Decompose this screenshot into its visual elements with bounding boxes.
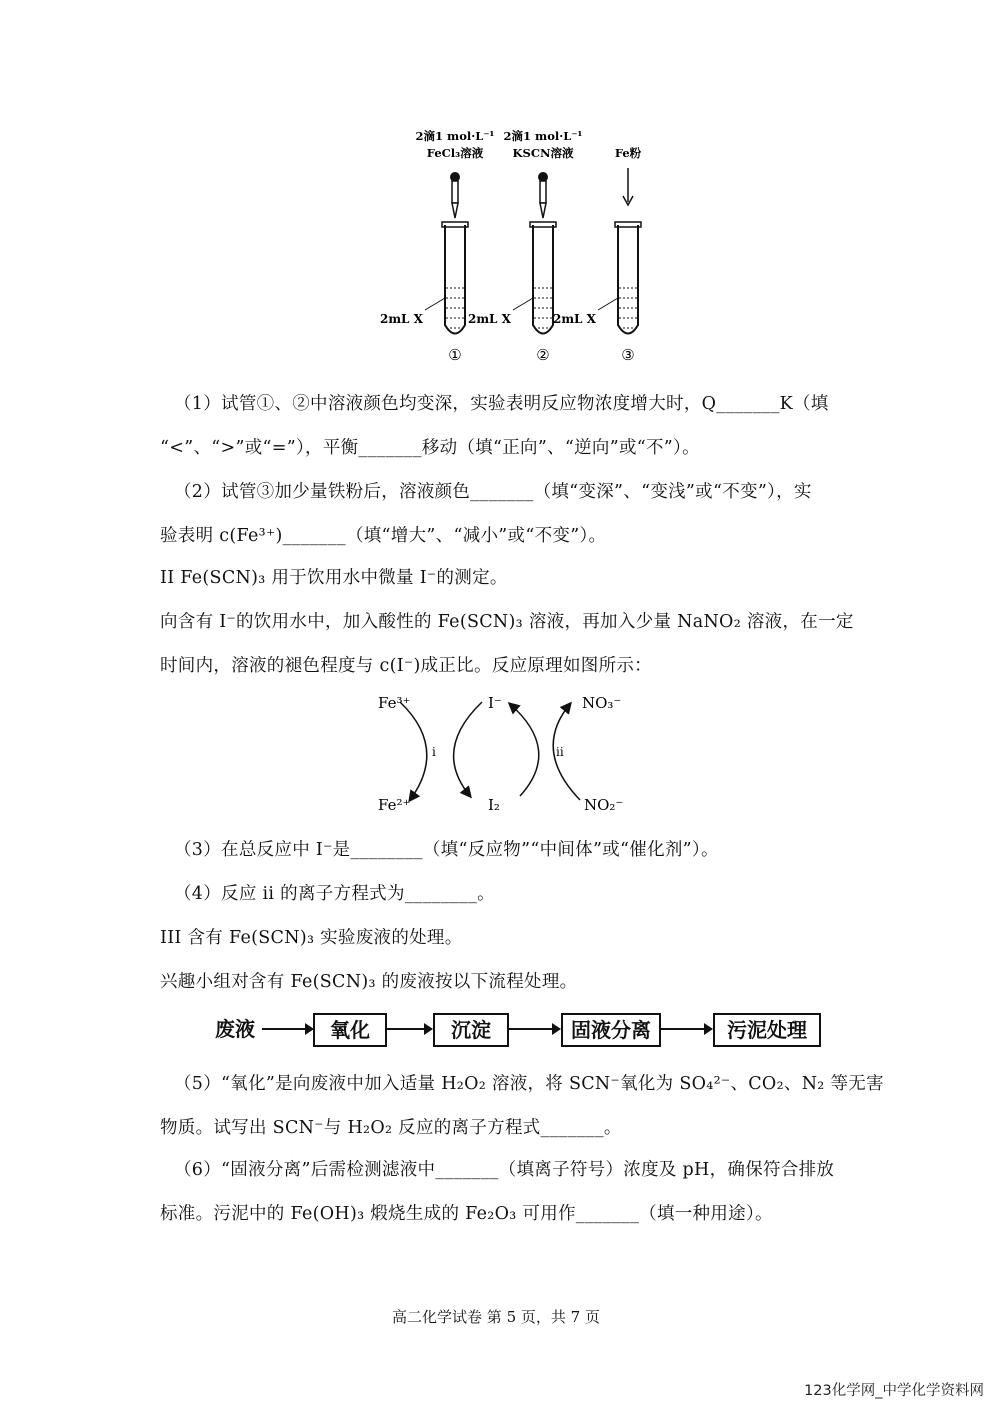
flow-arrow	[262, 1028, 312, 1030]
flow-step-precipitation: 沉淀	[433, 1013, 509, 1047]
section-3-intro: 兴趣小组对含有 Fe(SCN)₃ 的废液按以下流程处理。	[160, 972, 578, 992]
arc-iminus-to-i2	[454, 702, 482, 796]
page-footer: 高二化学试卷 第 5 页，共 7 页	[392, 1308, 600, 1326]
tube-2-label: 2mL X	[468, 312, 511, 326]
reaction-cycle-diagram	[370, 688, 640, 816]
flow-arrow	[509, 1028, 559, 1030]
species-fe3: Fe³⁺	[378, 694, 411, 712]
question-3-text: （3）在总反应中 I⁻是________（填“反应物”“中间体”或“催化剂”）。	[174, 840, 719, 860]
question-2-line1: （2）试管③加少量铁粉后，溶液颜色_______（填“变深”、“变浅”或“不变”），实	[174, 482, 812, 502]
reagent-3-line1: Fe粉	[614, 146, 642, 160]
species-i-minus: I⁻	[488, 694, 502, 712]
question-4-text: （4）反应 ii 的离子方程式为________。	[174, 884, 495, 904]
species-no2: NO₂⁻	[584, 796, 624, 814]
reaction-label-i: i	[432, 745, 436, 759]
reagent-2-line2: KSCN溶液	[512, 146, 574, 160]
section-2-intro-line2: 时间内，溶液的褪色程度与 c(I⁻)成正比。反应原理如图所示：	[160, 656, 652, 676]
section-2-heading: II Fe(SCN)₃ 用于饮用水中微量 I⁻的测定。	[160, 568, 508, 588]
flow-start-label: 废液	[215, 1017, 255, 1041]
question-5-line1: （5）“氧化”是向废液中加入适量 H₂O₂ 溶液，将 SCN⁻氧化为 SO₄²⁻、CO₂、N₂ 等无害	[174, 1074, 884, 1094]
question-4	[160, 872, 899, 916]
test-tube-3	[598, 222, 641, 334]
dropper-icon	[450, 172, 460, 218]
tube-1-label: 2mL X	[380, 312, 423, 326]
section-2-intro-line1: 向含有 I⁻的饮用水中，加入酸性的 Fe(SCN)₃ 溶液，再加入少量 NaNO₂ 溶液，在一定	[160, 612, 854, 632]
reaction-label-ii: ii	[556, 745, 564, 759]
down-arrow-icon	[623, 168, 633, 205]
section-3-heading: III 含有 Fe(SCN)₃ 实验废液的处理。	[160, 928, 463, 948]
question-5-line2: 物质。试写出 SCN⁻与 H₂O₂ 反应的离子方程式_______。	[160, 1118, 622, 1138]
arc-i2-to-iminus	[510, 704, 539, 796]
tube-1-number: ①	[448, 346, 462, 364]
question-1-line2: “<”、“>”或“=”），平衡_______移动（填“正向”、“逆向”或“不”）。	[160, 438, 700, 458]
species-fe2: Fe²⁺	[378, 796, 411, 814]
question-2	[160, 470, 899, 558]
test-tube-2	[513, 222, 556, 334]
species-i2: I₂	[488, 796, 500, 814]
site-watermark: 123化学网_中学化学资料网	[804, 1383, 984, 1399]
flow-step-oxidation: 氧化	[313, 1013, 387, 1047]
reagent-1-line2: FeCl₃溶液	[426, 146, 484, 160]
reagent-1-line1: 2滴1 mol·L⁻¹	[415, 129, 495, 143]
species-no3: NO₃⁻	[582, 694, 622, 712]
section-2	[160, 556, 885, 688]
question-1-line1: （1）试管①、②中溶液颜色均变深，实验表明反应物浓度增大时，Q_______K（填	[174, 394, 829, 414]
question-6-line2: 标准。污泥中的 Fe(OH)₃ 煅烧生成的 Fe₂O₃ 可用作_______（填一种用途）。	[160, 1204, 773, 1224]
section-3	[160, 916, 885, 1004]
test-tube-1	[425, 222, 468, 334]
arc-fe3-to-fe2	[400, 702, 427, 800]
question-6	[160, 1148, 899, 1236]
question-3	[160, 828, 899, 872]
flow-arrow	[661, 1028, 711, 1030]
test-tube-figure	[380, 120, 680, 370]
flow-arrow	[387, 1028, 431, 1030]
question-5	[160, 1062, 899, 1150]
question-1	[160, 382, 899, 470]
reagent-2-line1: 2滴1 mol·L⁻¹	[503, 129, 583, 143]
tube-3-label: 2mL X	[553, 312, 596, 326]
tube-2-number: ②	[536, 346, 550, 364]
question-6-line1: （6）“固液分离”后需检测滤液中_______（填离子符号）浓度及 pH，确保符合排放	[174, 1160, 835, 1180]
flow-step-sludge-treatment: 污泥处理	[713, 1013, 821, 1047]
flow-step-separation: 固液分离	[561, 1013, 661, 1047]
question-2-line2: 验表明 c(Fe³⁺)_______（填“增大”、“减小”或“不变”）。	[160, 526, 607, 546]
tube-3-number: ③	[621, 346, 635, 364]
dropper-icon	[538, 172, 548, 218]
